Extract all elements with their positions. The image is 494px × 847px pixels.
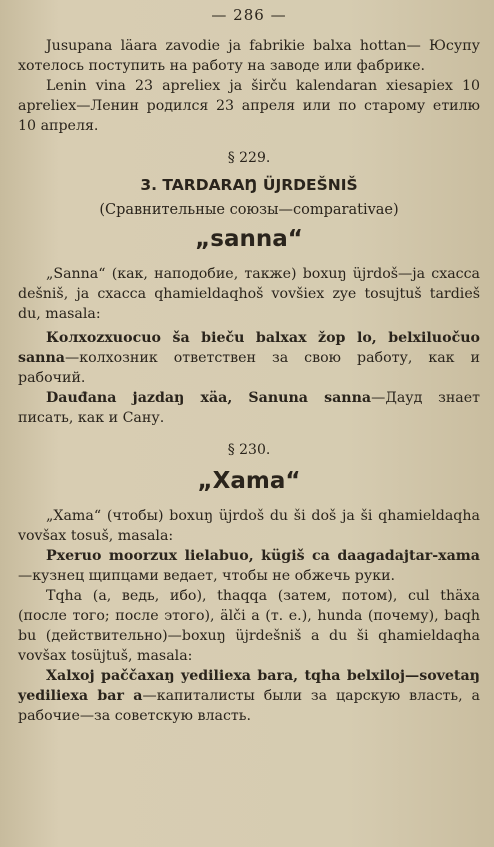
example-native-text: Pхeruo moorzuх lielabuo, kügiš ca daagadajtar-хama bbox=[46, 548, 480, 564]
page-content bbox=[18, 6, 480, 726]
section-229-number: § 229. bbox=[227, 150, 271, 166]
section-229-heading: 3. TARDARAŊ ÜJRDEŠNIŠ bbox=[140, 176, 358, 194]
paragraph-top-2: Lenin vina 23 aprelieх ja širču kalendaran хiesapieх 10 aprelieх—Ленин родился 23 апреля или по старому етилю 10 апреля. bbox=[18, 78, 480, 134]
section-230-keyword: „Хama“ bbox=[197, 468, 301, 494]
example-native-text: Колxozxuocuo ša bieču balхaх žop lo, belxiluočuo sanna bbox=[18, 330, 480, 366]
example-translation: —капиталисты были за царскую власть, а рабочие—за советскую власть. bbox=[18, 688, 480, 724]
example-translation: —Дауд знает писать, как и Сану. bbox=[18, 390, 480, 426]
example-native-text: Dauđana jazdaŋ хäa, Sanuna sanna bbox=[46, 390, 372, 406]
section-229-keyword: „sanna“ bbox=[195, 226, 303, 252]
section-229-example-2 bbox=[18, 388, 480, 428]
section-230-paragraph-1: „Хama“ (чтобы) boхuŋ üjrdoš du ši doš ja ši qhamieldaqha vovšaх tosuš, masala: bbox=[18, 508, 480, 544]
page-number: — 286 — bbox=[211, 6, 287, 24]
section-230-paragraph-2: Tqha (а, ведь, ибо), thaqqa (затем, потом), cul thäха (после того; после этого), älči a (т. е.), hunda (почему), baqh bu (действительно)—boхuŋ üjrdešniš a du ši qhamieldaqha vovšaх tosüjtuš, masala: bbox=[18, 588, 480, 664]
example-translation: —колхозник ответствен за свою работу, как и рабочий. bbox=[18, 350, 480, 386]
section-229-example-1 bbox=[18, 328, 480, 388]
example-native-text: Хalхoj paččaхaŋ yedilieха bara, tqha belxiloj—sovetaŋ yedilieха bar a bbox=[18, 668, 480, 704]
example-translation: —кузнец щипцами ведает, чтобы не обжечь руки. bbox=[18, 568, 396, 584]
section-230-example-1 bbox=[18, 546, 480, 586]
section-230-number: § 230. bbox=[227, 442, 271, 458]
section-229-paragraph: „Sanna“ (как, наподобие, также) boхuŋ üjrdoš—ja cхасса dešniš, ja cхасса qhamieldaqhoš vovšieх zye tosujtuš tardieš du, masala: bbox=[18, 266, 480, 322]
section-230-example-2 bbox=[18, 666, 480, 726]
section-229-subheading: (Сравнительные союзы—comparativae) bbox=[99, 202, 399, 218]
paragraph-top-1: Jusupana läara zavodie ja fabrikie balxa hottan— Юсупу хотелось поступить на работу на заводе или фабрике. bbox=[18, 38, 480, 74]
